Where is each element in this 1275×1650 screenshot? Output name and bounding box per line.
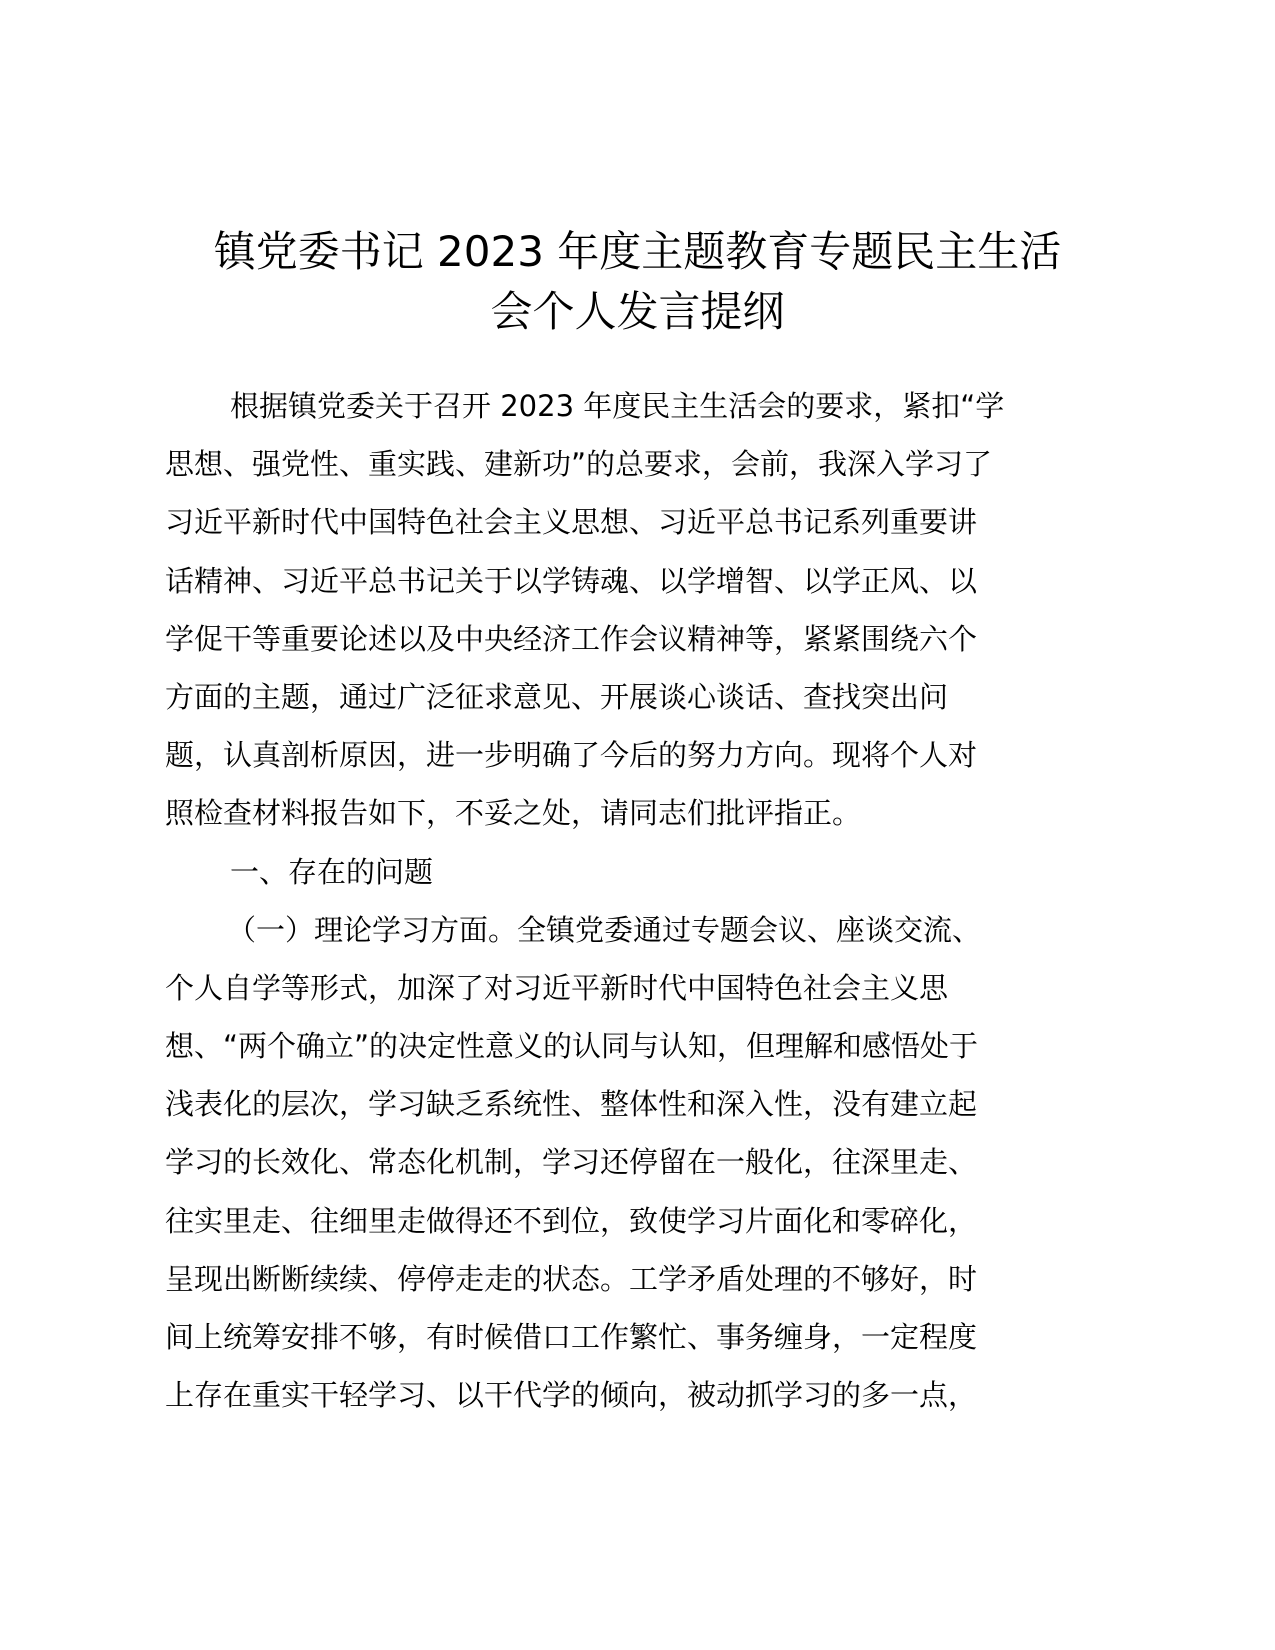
paragraph-line: 上存在重实干轻学习、以干代学的倾向，被动抓学习的多一点，: [165, 1378, 978, 1413]
paragraph-line: 往实里走、往细里走做得还不到位，致使学习片面化和零碎化，: [165, 1203, 978, 1238]
paragraph-line: 浅表化的层次，学习缺乏系统性、整体性和深入性，没有建立起: [165, 1087, 978, 1122]
paragraph-line: 学习的长效化、常态化机制，学习还停留在一般化，往深里走、: [165, 1145, 978, 1180]
paragraph-intro: [165, 377, 1115, 843]
document-title: [150, 222, 1125, 342]
paragraph-line: 思想、强党性、重实践、建新功”的总要求，会前，我深入学习了: [165, 447, 993, 482]
paragraph-line: 题，认真剖析原因，进一步明确了今后的努力方向。现将个人对: [165, 738, 978, 773]
paragraph-line: 照检查材料报告如下，不妥之处，请同志们批评指正。: [165, 796, 862, 831]
paragraph-line: 个人自学等形式，加深了对习近平新时代中国特色社会主义思: [165, 970, 949, 1005]
paragraph-line: 方面的主题，通过广泛征求意见、开展谈心谈话、查找突出问: [165, 679, 949, 714]
document-body: [165, 377, 1115, 1424]
paragraph-line: 根据镇党委关于召开 2023 年度民主生活会的要求，紧扣“学: [230, 389, 1005, 423]
paragraph-line: 想、“两个确立”的决定性意义的认同与认知，但理解和感悟处于: [165, 1029, 979, 1064]
section-heading: 一、存在的问题: [230, 854, 434, 889]
paragraph-line: 话精神、习近平总书记关于以学铸魂、以学增智、以学正风、以: [165, 563, 978, 598]
title-line-1: 镇党委书记 2023 年度主题教育专题民主生活: [213, 227, 1062, 276]
title-line-2: 会个人发言提纲: [490, 287, 785, 336]
paragraph-theory-study: [165, 901, 1115, 1425]
paragraph-line: 间上统筹安排不够，有时候借口工作繁忙、事务缠身，一定程度: [165, 1320, 978, 1354]
paragraph-line: （一）理论学习方面。全镇党委通过专题会议、座谈交流、: [227, 912, 982, 947]
paragraph-line: 习近平新时代中国特色社会主义思想、习近平总书记系列重要讲: [165, 505, 978, 540]
paragraph-line: 呈现出断断续续、停停走走的状态。工学矛盾处理的不够好，时: [165, 1261, 978, 1296]
paragraph-line: 学促干等重要论述以及中央经济工作会议精神等，紧紧围绕六个: [165, 621, 978, 656]
